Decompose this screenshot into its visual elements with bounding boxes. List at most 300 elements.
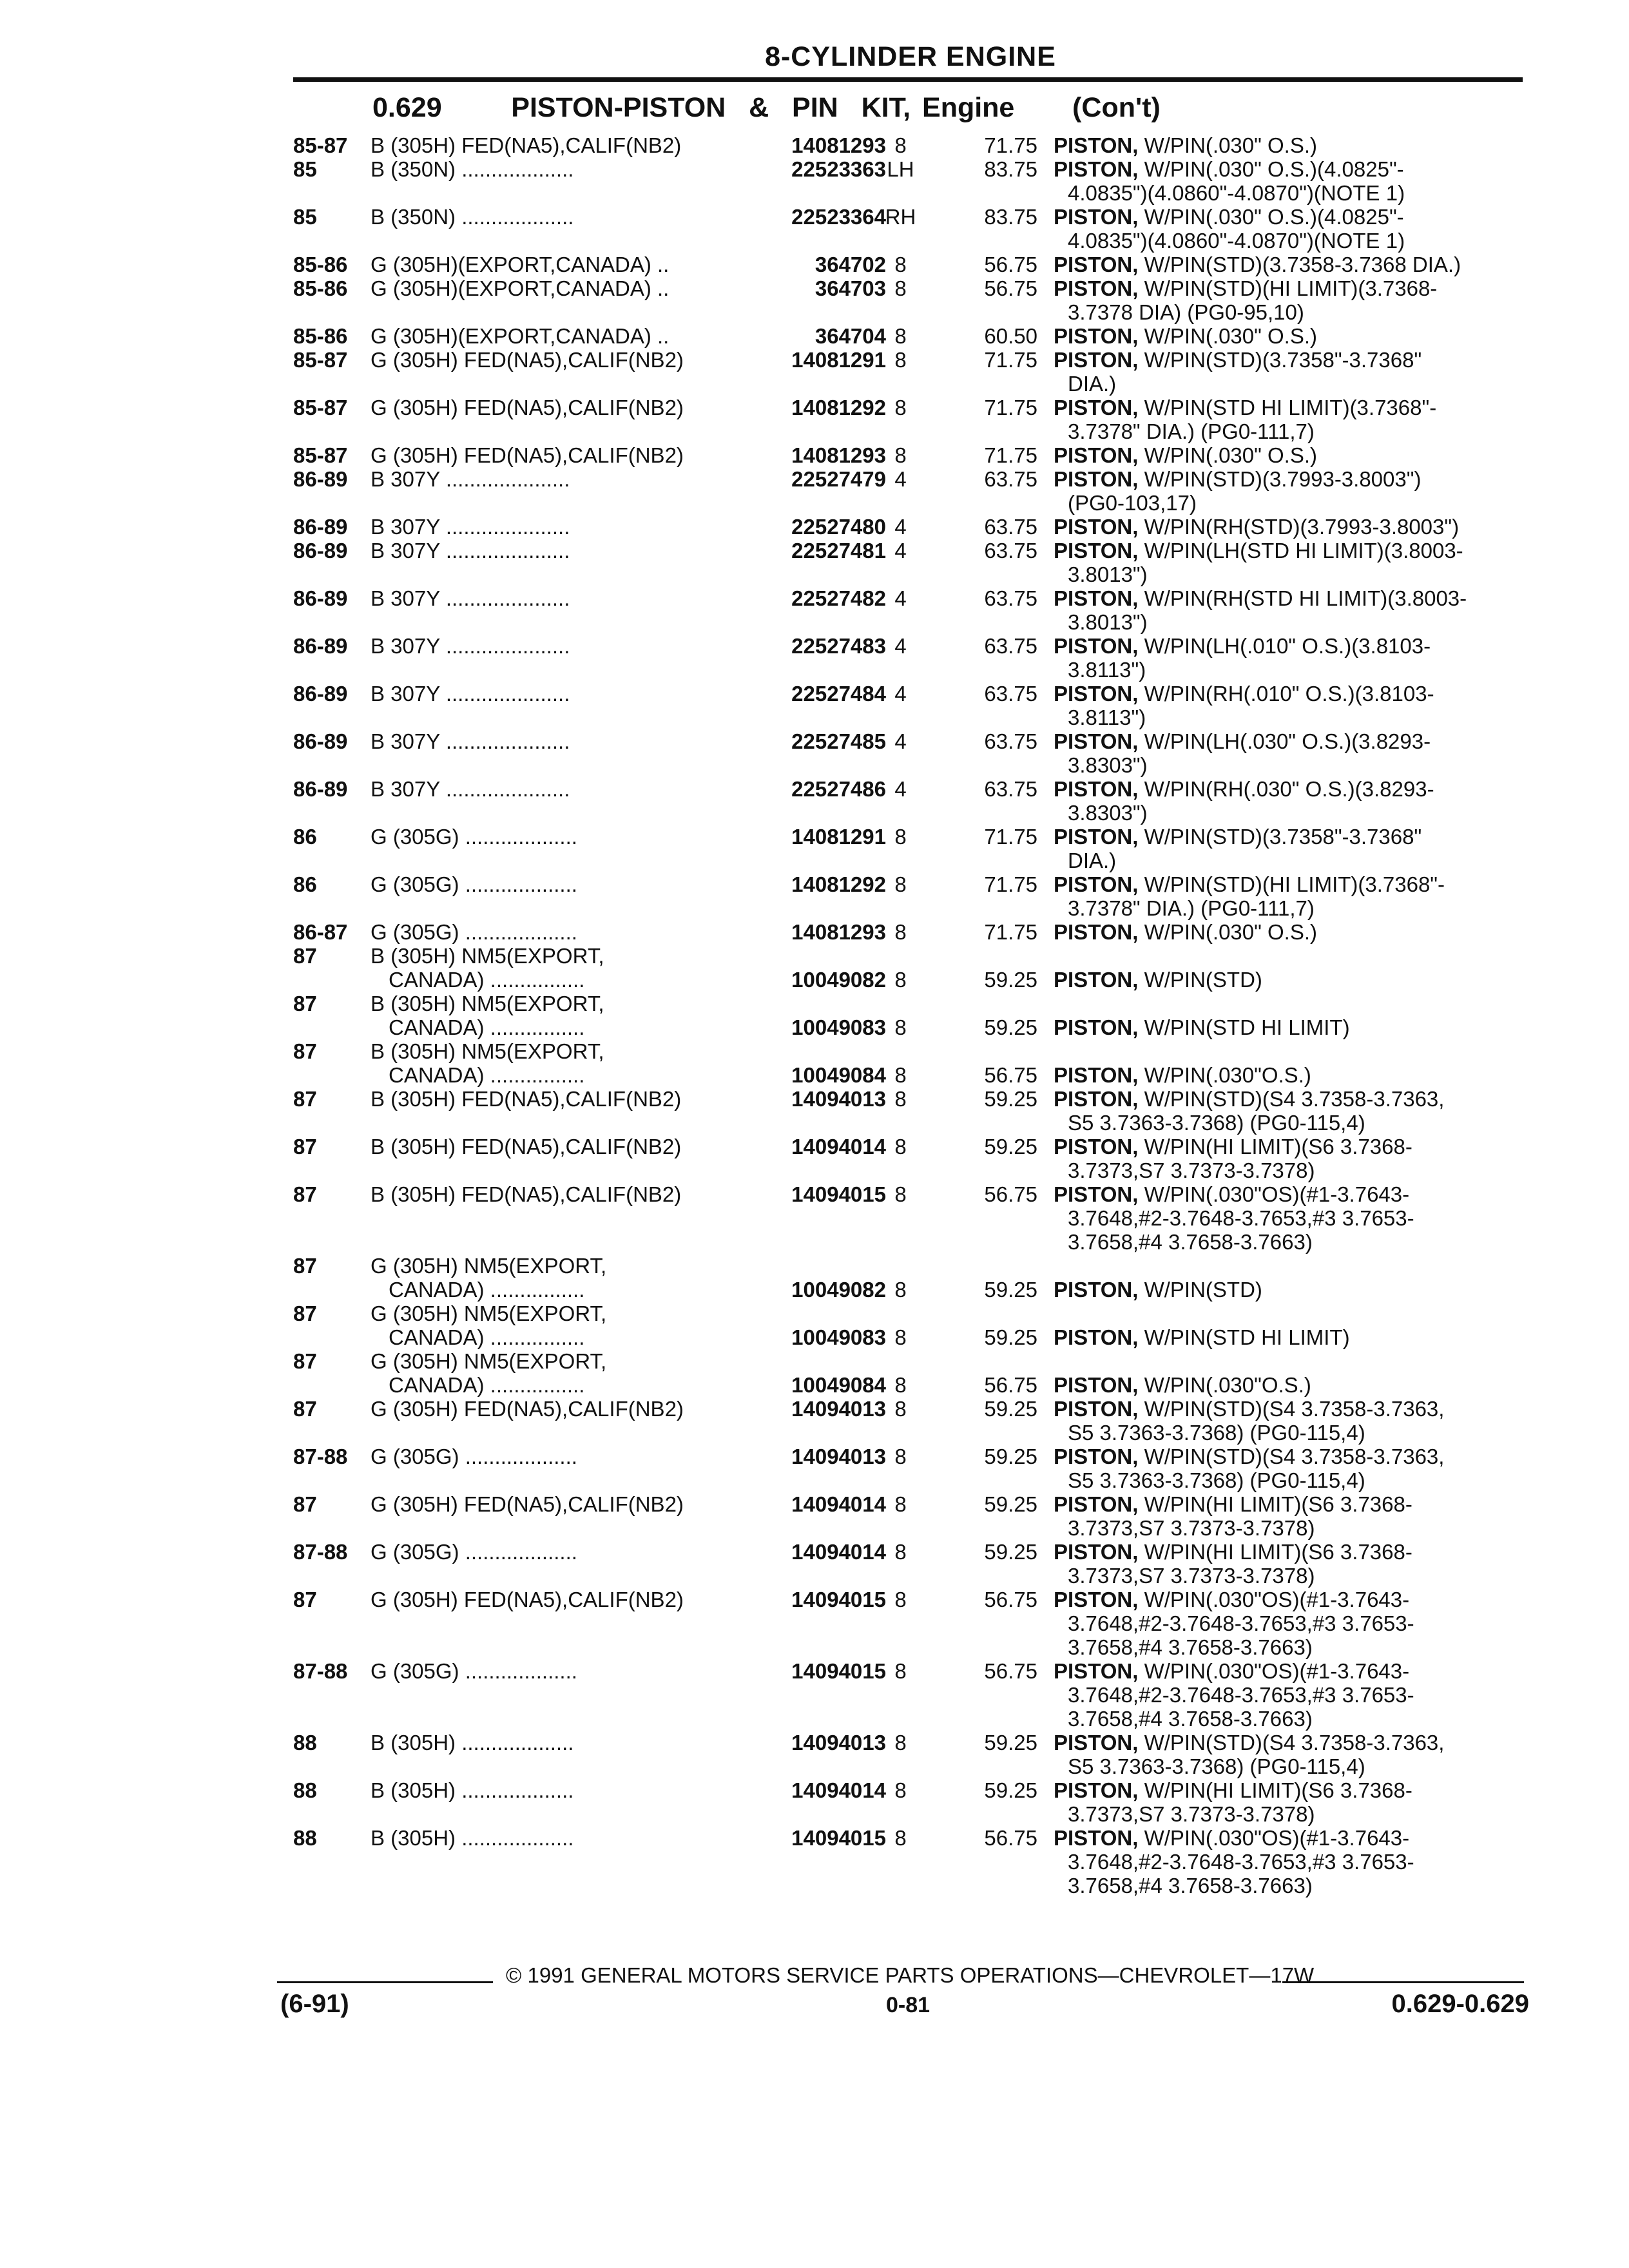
model-line: G (305G) ................... xyxy=(371,872,577,896)
price: 63.75 xyxy=(984,634,1037,658)
part-number: 14081293 xyxy=(791,133,886,157)
part-description xyxy=(1054,1659,1527,1731)
description-line: PISTON, W/PIN(.030" O.S.) xyxy=(1054,920,1318,944)
quantity: 8 xyxy=(894,920,907,944)
model-line: B (305H) NM5(EXPORT, xyxy=(371,944,604,968)
part-description xyxy=(1054,1492,1527,1540)
description-line: PISTON, W/PIN(STD)(S4 3.7358-3.7363, xyxy=(1054,1445,1445,1468)
description-line: PISTON, W/PIN(STD HI LIMIT) xyxy=(1054,1325,1350,1349)
price: 59.25 xyxy=(984,1015,1037,1039)
description-line: PISTON, W/PIN(STD) xyxy=(1054,968,1262,992)
quantity: 8 xyxy=(894,443,907,467)
description-line: S5 3.7363-3.7368) (PG0-115,4) xyxy=(1068,1468,1365,1492)
table-row xyxy=(293,825,1527,872)
description-line: PISTON, W/PIN(HI LIMIT)(S6 3.7368- xyxy=(1054,1135,1412,1158)
year-range: 85-87 xyxy=(293,396,348,419)
copyright-notice: © 1991 GENERAL MOTORS SERVICE PARTS OPERATIONS—CHEVROLET—17W xyxy=(506,1963,1315,1987)
section-title: 0.629 PISTON-PISTON & PIN KIT, Engine (Con't) xyxy=(372,92,1161,123)
table-row xyxy=(293,729,1527,777)
part-number: 14094014 xyxy=(791,1778,886,1802)
table-row xyxy=(293,253,1527,276)
part-description xyxy=(1054,1731,1527,1778)
year-range: 87 xyxy=(293,1349,317,1373)
price: 71.75 xyxy=(984,396,1037,419)
footer-rule-left xyxy=(277,1981,493,1983)
price: 63.75 xyxy=(984,777,1037,801)
model-line: B (305H) ................... xyxy=(371,1778,574,1802)
description-line: S5 3.7363-3.7368) (PG0-115,4) xyxy=(1068,1421,1365,1445)
description-line: PISTON, W/PIN(STD)(S4 3.7358-3.7363, xyxy=(1054,1731,1445,1754)
table-row xyxy=(293,1588,1527,1659)
quantity: 8 xyxy=(894,968,907,992)
price: 71.75 xyxy=(984,443,1037,467)
description-line: PISTON, W/PIN(.030"O.S.) xyxy=(1054,1373,1311,1397)
price: 56.75 xyxy=(984,253,1037,276)
year-range: 87 xyxy=(293,944,317,968)
model-line: CANADA) ................ xyxy=(389,1373,585,1397)
price: 63.75 xyxy=(984,682,1037,706)
description-line: PISTON, W/PIN(STD HI LIMIT) xyxy=(1054,1015,1350,1039)
part-description xyxy=(1054,586,1527,634)
description-line xyxy=(1054,1254,1527,1278)
year-range: 86-89 xyxy=(293,586,348,610)
part-description xyxy=(1054,1778,1527,1826)
table-row xyxy=(293,515,1527,539)
part-number: 22523363 xyxy=(791,157,886,181)
model-line: B (305H) FED(NA5),CALIF(NB2) xyxy=(371,1182,682,1206)
description-line: 3.7373,S7 3.7373-3.7378) xyxy=(1068,1158,1315,1182)
part-description xyxy=(1054,1588,1527,1659)
description-line: PISTON, W/PIN(HI LIMIT)(S6 3.7368- xyxy=(1054,1540,1412,1564)
table-row xyxy=(293,1492,1527,1540)
model-line: CANADA) ................ xyxy=(389,1278,585,1302)
quantity: 4 xyxy=(894,682,907,706)
part-number: 14094013 xyxy=(791,1087,886,1111)
part-number: 14094015 xyxy=(791,1588,886,1611)
description-line: S5 3.7363-3.7368) (PG0-115,4) xyxy=(1068,1111,1365,1135)
description-line: PISTON, W/PIN(HI LIMIT)(S6 3.7368- xyxy=(1054,1492,1412,1516)
description-line: 3.7658,#4 3.7658-3.7663) xyxy=(1068,1635,1313,1659)
table-row xyxy=(293,157,1527,205)
price: 63.75 xyxy=(984,586,1037,610)
year-range: 86-89 xyxy=(293,634,348,658)
model-line: G (305G) ................... xyxy=(371,1659,577,1683)
quantity: 8 xyxy=(894,1731,907,1754)
description-line: PISTON, W/PIN(LH(.030" O.S.)(3.8293- xyxy=(1054,729,1431,753)
table-row xyxy=(293,1731,1527,1778)
model-line: B (305H) FED(NA5),CALIF(NB2) xyxy=(371,1135,682,1158)
quantity: 8 xyxy=(894,1087,907,1111)
quantity: 8 xyxy=(894,348,907,372)
part-description xyxy=(1054,1302,1527,1349)
quantity: 8 xyxy=(894,396,907,419)
description-line: 3.7658,#4 3.7658-3.7663) xyxy=(1068,1874,1313,1898)
year-range: 86-87 xyxy=(293,920,348,944)
model-line: B (305H) NM5(EXPORT, xyxy=(371,992,604,1015)
part-number: 10049082 xyxy=(791,968,886,992)
part-description xyxy=(1054,729,1527,777)
description-line: PISTON, W/PIN(RH(STD HI LIMIT)(3.8003- xyxy=(1054,586,1467,610)
year-range: 87 xyxy=(293,1135,317,1158)
year-range: 86-89 xyxy=(293,729,348,753)
description-line: PISTON, W/PIN(STD)(HI LIMIT)(3.7368- xyxy=(1054,276,1438,300)
date-code: (6-91) xyxy=(280,1990,349,2018)
table-row xyxy=(293,276,1527,324)
description-line: PISTON, W/PIN(STD)(HI LIMIT)(3.7368"- xyxy=(1054,872,1445,896)
quantity: 8 xyxy=(894,1278,907,1302)
description-line: 3.7658,#4 3.7658-3.7663) xyxy=(1068,1230,1313,1254)
table-row xyxy=(293,920,1527,944)
part-description xyxy=(1054,872,1527,920)
price: 59.25 xyxy=(984,1135,1037,1158)
year-range: 85 xyxy=(293,205,317,229)
description-line: PISTON, W/PIN(STD) xyxy=(1054,1278,1262,1302)
quantity: 8 xyxy=(894,1063,907,1087)
table-row xyxy=(293,1349,1527,1397)
price: 59.25 xyxy=(984,1278,1037,1302)
model-line: B (305H) FED(NA5),CALIF(NB2) xyxy=(371,1087,682,1111)
year-range: 85-87 xyxy=(293,443,348,467)
part-number: 14081293 xyxy=(791,443,886,467)
price: 56.75 xyxy=(984,1826,1037,1850)
year-range: 85 xyxy=(293,157,317,181)
part-number: 14094013 xyxy=(791,1397,886,1421)
table-row xyxy=(293,467,1527,515)
description-line: PISTON, W/PIN(RH(STD)(3.7993-3.8003") xyxy=(1054,515,1460,539)
page-number: 0-81 xyxy=(886,1993,930,2017)
description-line: 3.7648,#2-3.7648-3.7653,#3 3.7653- xyxy=(1068,1683,1414,1707)
part-description xyxy=(1054,992,1527,1039)
model-line: G (305H) NM5(EXPORT, xyxy=(371,1302,607,1325)
description-line: 3.8113") xyxy=(1068,658,1146,682)
part-number: 14081292 xyxy=(791,872,886,896)
table-row xyxy=(293,1302,1527,1349)
table-row xyxy=(293,1445,1527,1492)
description-line: PISTON, W/PIN(STD)(3.7358"-3.7368" xyxy=(1054,825,1422,849)
table-row xyxy=(293,1826,1527,1898)
model-line: B 307Y ..................... xyxy=(371,777,570,801)
model-line: G (305G) ................... xyxy=(371,920,577,944)
price: 56.75 xyxy=(984,1063,1037,1087)
part-number: 14094013 xyxy=(791,1731,886,1754)
description-line: 3.7373,S7 3.7373-3.7378) xyxy=(1068,1564,1315,1588)
year-range: 85-86 xyxy=(293,253,348,276)
price: 56.75 xyxy=(984,1588,1037,1611)
description-line: 3.7378 DIA) (PG0-95,10) xyxy=(1068,300,1304,324)
description-line: PISTON, W/PIN(STD)(3.7993-3.8003") xyxy=(1054,467,1422,491)
table-row xyxy=(293,1778,1527,1826)
price: 60.50 xyxy=(984,324,1037,348)
table-row xyxy=(293,396,1527,443)
description-line: DIA.) xyxy=(1068,849,1117,872)
description-line: 3.8303") xyxy=(1068,753,1148,777)
description-line: 3.8113") xyxy=(1068,706,1146,729)
quantity: 8 xyxy=(894,1325,907,1349)
table-row xyxy=(293,1659,1527,1731)
price: 59.25 xyxy=(984,1540,1037,1564)
description-line: PISTON, W/PIN(.030"OS)(#1-3.7643- xyxy=(1054,1826,1410,1850)
price: 56.75 xyxy=(984,276,1037,300)
description-line: 3.8303") xyxy=(1068,801,1148,825)
description-line xyxy=(1054,992,1527,1015)
description-line: 3.7378" DIA.) (PG0-111,7) xyxy=(1068,419,1315,443)
quantity: 8 xyxy=(894,1826,907,1850)
price: 59.25 xyxy=(984,1445,1037,1468)
table-row xyxy=(293,205,1527,253)
model-line: B 307Y ..................... xyxy=(371,467,570,491)
quantity: 4 xyxy=(894,467,907,491)
part-description xyxy=(1054,634,1527,682)
price: 83.75 xyxy=(984,205,1037,229)
quantity: 8 xyxy=(894,825,907,849)
year-range: 87 xyxy=(293,1397,317,1421)
part-number: 10049084 xyxy=(791,1063,886,1087)
year-range: 87 xyxy=(293,1588,317,1611)
part-number: 364702 xyxy=(815,253,886,276)
table-row xyxy=(293,1540,1527,1588)
year-range: 87 xyxy=(293,1302,317,1325)
description-line: PISTON, W/PIN(STD)(3.7358"-3.7368" xyxy=(1054,348,1422,372)
part-number: 22527480 xyxy=(791,515,886,539)
table-row xyxy=(293,944,1527,992)
table-row xyxy=(293,539,1527,586)
part-description xyxy=(1054,467,1527,515)
description-line: PISTON, W/PIN(RH(.010" O.S.)(3.8103- xyxy=(1054,682,1434,706)
model-line: G (305H) NM5(EXPORT, xyxy=(371,1254,607,1278)
quantity: 4 xyxy=(894,539,907,562)
part-number: 22527482 xyxy=(791,586,886,610)
part-number: 364703 xyxy=(815,276,886,300)
part-number: 22527479 xyxy=(791,467,886,491)
description-line: PISTON, W/PIN(.030" O.S.)(4.0825"- xyxy=(1054,157,1404,181)
model-line: G (305H) FED(NA5),CALIF(NB2) xyxy=(371,1492,684,1516)
part-number: 10049082 xyxy=(791,1278,886,1302)
year-range: 87 xyxy=(293,1087,317,1111)
quantity: RH xyxy=(885,205,916,229)
part-description xyxy=(1054,1397,1527,1445)
quantity: 8 xyxy=(894,1492,907,1516)
year-range: 88 xyxy=(293,1731,317,1754)
price: 59.25 xyxy=(984,1778,1037,1802)
part-description xyxy=(1054,324,1527,348)
description-line: PISTON, W/PIN(.030"OS)(#1-3.7643- xyxy=(1054,1182,1410,1206)
model-line: G (305H) FED(NA5),CALIF(NB2) xyxy=(371,348,684,372)
table-row xyxy=(293,443,1527,467)
model-line: B (305H) ................... xyxy=(371,1731,574,1754)
year-range: 86-89 xyxy=(293,682,348,706)
price: 63.75 xyxy=(984,515,1037,539)
table-row xyxy=(293,1254,1527,1302)
model-line: B (305H) ................... xyxy=(371,1826,574,1850)
description-line: 3.8013") xyxy=(1068,610,1148,634)
description-line xyxy=(1054,1302,1527,1325)
description-line: DIA.) xyxy=(1068,372,1117,396)
model-line: CANADA) ................ xyxy=(389,968,585,992)
part-description xyxy=(1054,1349,1527,1397)
part-description xyxy=(1054,1445,1527,1492)
description-line: 3.7648,#2-3.7648-3.7653,#3 3.7653- xyxy=(1068,1206,1414,1230)
model-line: B 307Y ..................... xyxy=(371,634,570,658)
description-line: PISTON, W/PIN(LH(.010" O.S.)(3.8103- xyxy=(1054,634,1431,658)
year-range: 87-88 xyxy=(293,1445,348,1468)
model-line: B 307Y ..................... xyxy=(371,539,570,562)
part-number: 14094013 xyxy=(791,1445,886,1468)
model-line: G (305H)(EXPORT,CANADA) .. xyxy=(371,276,670,300)
description-line: 4.0835")(4.0860"-4.0870")(NOTE 1) xyxy=(1068,229,1405,253)
description-line: PISTON, W/PIN(.030"OS)(#1-3.7643- xyxy=(1054,1659,1410,1683)
model-line: B 307Y ..................... xyxy=(371,515,570,539)
part-description xyxy=(1054,539,1527,586)
part-description xyxy=(1054,1039,1527,1087)
price: 59.25 xyxy=(984,968,1037,992)
part-number: 22523364 xyxy=(791,205,886,229)
description-line: 3.7378" DIA.) (PG0-111,7) xyxy=(1068,896,1315,920)
model-line: G (305H) NM5(EXPORT, xyxy=(371,1349,607,1373)
part-description xyxy=(1054,276,1527,324)
year-range: 86-89 xyxy=(293,467,348,491)
quantity: 8 xyxy=(894,1588,907,1611)
page-title: 8-CYLINDER ENGINE xyxy=(765,41,1056,72)
price: 56.75 xyxy=(984,1182,1037,1206)
description-line: PISTON, W/PIN(.030" O.S.) xyxy=(1054,443,1318,467)
part-description xyxy=(1054,682,1527,729)
quantity: 4 xyxy=(894,729,907,753)
price: 59.25 xyxy=(984,1731,1037,1754)
part-number: 22527484 xyxy=(791,682,886,706)
price: 59.25 xyxy=(984,1397,1037,1421)
part-number: 14094014 xyxy=(791,1492,886,1516)
part-description xyxy=(1054,396,1527,443)
part-description xyxy=(1054,1254,1527,1302)
table-row xyxy=(293,634,1527,682)
model-line: B 307Y ..................... xyxy=(371,586,570,610)
model-line: G (305H) FED(NA5),CALIF(NB2) xyxy=(371,1397,684,1421)
part-number: 10049083 xyxy=(791,1015,886,1039)
description-line: PISTON, W/PIN(.030" O.S.)(4.0825"- xyxy=(1054,205,1404,229)
part-description xyxy=(1054,1087,1527,1135)
description-line: S5 3.7363-3.7368) (PG0-115,4) xyxy=(1068,1754,1365,1778)
table-row xyxy=(293,1135,1527,1182)
part-description xyxy=(1054,825,1527,872)
description-line: 3.7373,S7 3.7373-3.7378) xyxy=(1068,1516,1315,1540)
model-line: G (305H)(EXPORT,CANADA) .. xyxy=(371,324,670,348)
part-number: 22527486 xyxy=(791,777,886,801)
year-range: 86 xyxy=(293,825,317,849)
part-description xyxy=(1054,1826,1527,1898)
table-row xyxy=(293,324,1527,348)
quantity: 4 xyxy=(894,586,907,610)
price: 63.75 xyxy=(984,539,1037,562)
quantity: 8 xyxy=(894,324,907,348)
part-number: 10049083 xyxy=(791,1325,886,1349)
quantity: 8 xyxy=(894,1182,907,1206)
price: 71.75 xyxy=(984,872,1037,896)
year-range: 88 xyxy=(293,1778,317,1802)
quantity: 4 xyxy=(894,634,907,658)
part-number: 14094015 xyxy=(791,1826,886,1850)
part-description xyxy=(1054,944,1527,992)
part-description xyxy=(1054,777,1527,825)
model-line: G (305H)(EXPORT,CANADA) .. xyxy=(371,253,670,276)
model-line: G (305G) ................... xyxy=(371,825,577,849)
year-range: 87 xyxy=(293,1492,317,1516)
description-line: PISTON, W/PIN(STD)(3.7358-3.7368 DIA.) xyxy=(1054,253,1461,276)
part-description xyxy=(1054,157,1527,205)
page-header xyxy=(293,39,1523,82)
part-description xyxy=(1054,348,1527,396)
year-range: 87 xyxy=(293,1039,317,1063)
year-range: 87-88 xyxy=(293,1540,348,1564)
quantity: 8 xyxy=(894,1778,907,1802)
year-range: 85-87 xyxy=(293,133,348,157)
model-line: G (305G) ................... xyxy=(371,1540,577,1564)
price: 56.75 xyxy=(984,1373,1037,1397)
year-range: 85-86 xyxy=(293,276,348,300)
description-line: PISTON, W/PIN(RH(.030" O.S.)(3.8293- xyxy=(1054,777,1434,801)
model-line: G (305H) FED(NA5),CALIF(NB2) xyxy=(371,443,684,467)
description-line: 3.8013") xyxy=(1068,562,1148,586)
part-number: 22527483 xyxy=(791,634,886,658)
price: 71.75 xyxy=(984,825,1037,849)
part-description xyxy=(1054,515,1527,539)
description-line xyxy=(1054,944,1527,968)
model-line: B (350N) ................... xyxy=(371,205,574,229)
part-number: 14081293 xyxy=(791,920,886,944)
model-line: B 307Y ..................... xyxy=(371,682,570,706)
description-line: PISTON, W/PIN(.030" O.S.) xyxy=(1054,324,1318,348)
year-range: 87-88 xyxy=(293,1659,348,1683)
part-number: 14081291 xyxy=(791,348,886,372)
year-range: 86 xyxy=(293,872,317,896)
quantity: 8 xyxy=(894,872,907,896)
quantity: 4 xyxy=(894,515,907,539)
part-number: 14094015 xyxy=(791,1182,886,1206)
part-number: 14094014 xyxy=(791,1135,886,1158)
description-line: PISTON, W/PIN(.030"O.S.) xyxy=(1054,1063,1311,1087)
quantity: 8 xyxy=(894,1659,907,1683)
table-row xyxy=(293,872,1527,920)
model-line: CANADA) ................ xyxy=(389,1325,585,1349)
price: 71.75 xyxy=(984,920,1037,944)
price: 59.25 xyxy=(984,1492,1037,1516)
description-line: PISTON, W/PIN(.030" O.S.) xyxy=(1054,133,1318,157)
price: 59.25 xyxy=(984,1087,1037,1111)
year-range: 87 xyxy=(293,992,317,1015)
model-line: CANADA) ................ xyxy=(389,1063,585,1087)
table-row xyxy=(293,1182,1527,1254)
quantity: 8 xyxy=(894,1373,907,1397)
description-line: 4.0835")(4.0860"-4.0870")(NOTE 1) xyxy=(1068,181,1405,205)
quantity: 8 xyxy=(894,1540,907,1564)
description-line: 3.7648,#2-3.7648-3.7653,#3 3.7653- xyxy=(1068,1611,1414,1635)
price: 63.75 xyxy=(984,729,1037,753)
model-line: G (305H) FED(NA5),CALIF(NB2) xyxy=(371,396,684,419)
model-line: CANADA) ................ xyxy=(389,1015,585,1039)
quantity: 8 xyxy=(894,253,907,276)
model-line: B (350N) ................... xyxy=(371,157,574,181)
description-line: 3.7658,#4 3.7658-3.7663) xyxy=(1068,1707,1313,1731)
part-number: 22527481 xyxy=(791,539,886,562)
header-rule xyxy=(293,77,1523,82)
table-row xyxy=(293,133,1527,157)
description-line: PISTON, W/PIN(STD HI LIMIT)(3.7368"- xyxy=(1054,396,1437,419)
part-number: 14081292 xyxy=(791,396,886,419)
year-range: 85-87 xyxy=(293,348,348,372)
part-description xyxy=(1054,920,1527,944)
part-description xyxy=(1054,443,1527,467)
part-number: 14081291 xyxy=(791,825,886,849)
quantity: 8 xyxy=(894,1135,907,1158)
